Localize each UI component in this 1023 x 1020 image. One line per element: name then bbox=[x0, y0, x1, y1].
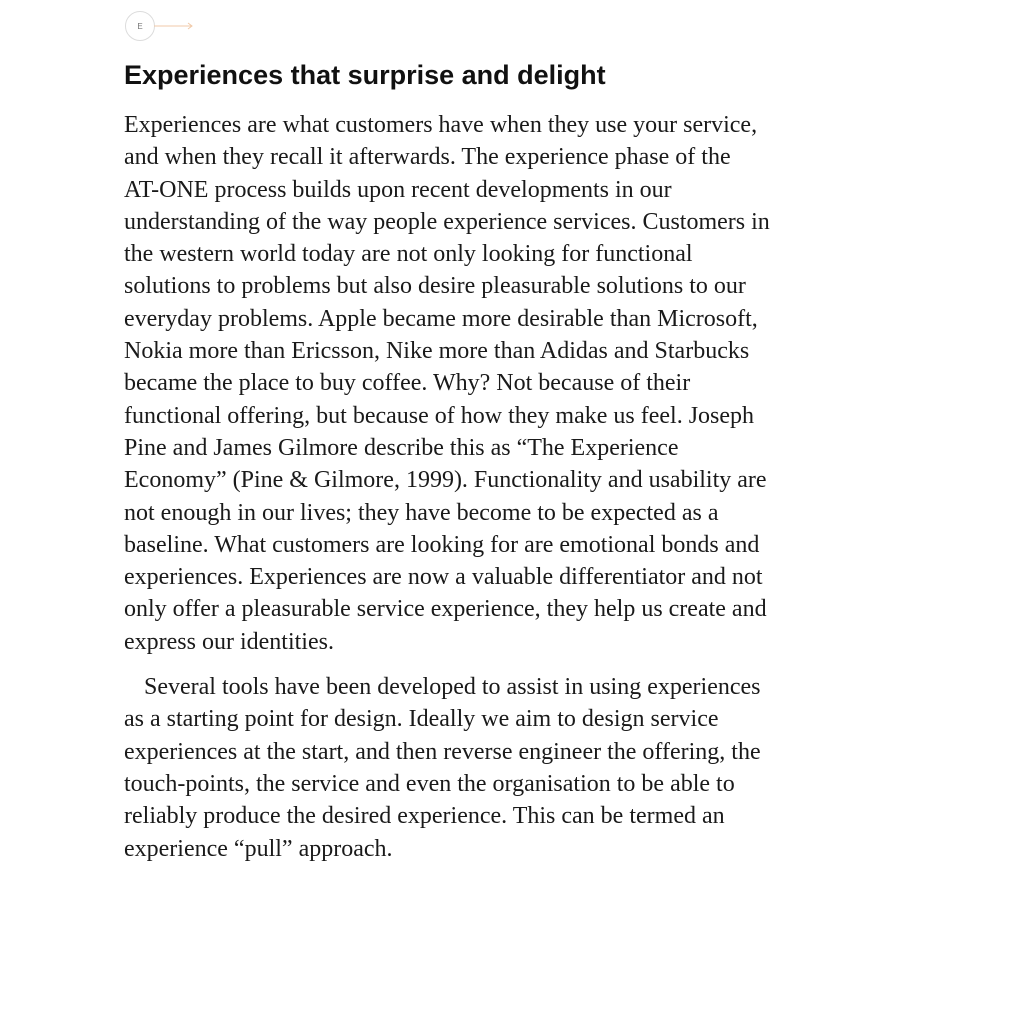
paragraph-2 bbox=[124, 671, 864, 865]
section-letter: E bbox=[137, 21, 143, 31]
text-line: Economy” (Pine & Gilmore, 1999). Functionality and usability are bbox=[124, 467, 767, 494]
text-line: experiences at the start, and then reverse engineer the offering, the bbox=[124, 738, 761, 765]
text-line: Pine and James Gilmore describe this as “The Experience bbox=[124, 434, 679, 461]
text-line: as a starting point for design. Ideally we aim to design service bbox=[124, 706, 719, 733]
text-line: became the place to buy coffee. Why? Not because of their bbox=[124, 370, 691, 397]
text-line: only offer a pleasurable service experience, they help us create and bbox=[124, 596, 767, 623]
text-line: baseline. What customers are looking for are emotional bonds and bbox=[124, 531, 760, 558]
article-body bbox=[124, 56, 864, 865]
text-line: everyday problems. Apple became more desirable than Microsoft, bbox=[124, 305, 758, 332]
arrow-right-icon bbox=[154, 21, 194, 31]
text-line: express our identities. bbox=[124, 628, 334, 655]
section-marker bbox=[125, 10, 194, 42]
section-letter-badge bbox=[125, 11, 155, 41]
text-line: Nokia more than Ericsson, Nike more than Adidas and Starbucks bbox=[124, 338, 750, 365]
text-line: Several tools have been developed to assist in using experiences bbox=[144, 674, 761, 701]
text-line: Experiences are what customers have when they use your service, bbox=[124, 112, 758, 138]
text-line: functional offering, but because of how they make us feel. Joseph bbox=[124, 402, 755, 429]
text-line: not enough in our lives; they have become to be expected as a bbox=[124, 499, 719, 526]
paragraph-1 bbox=[124, 109, 864, 658]
text-line: understanding of the way people experience services. Customers in bbox=[124, 208, 770, 235]
text-line: the western world today are not only looking for functional bbox=[124, 241, 693, 268]
text-line: touch-points, the service and even the organisation to be able to bbox=[124, 770, 735, 797]
section-heading: Experiences that surprise and delight bbox=[124, 60, 606, 90]
text-line: reliably produce the desired experience. This can be termed an bbox=[124, 803, 725, 830]
text-line: AT-ONE process builds upon recent developments in our bbox=[124, 176, 672, 203]
text-line: experiences. Experiences are now a valuable differentiator and not bbox=[124, 564, 763, 591]
text-line: experience “pull” approach. bbox=[124, 835, 393, 862]
text-line: and when they recall it afterwards. The experience phase of the bbox=[124, 144, 731, 171]
text-line: solutions to problems but also desire pleasurable solutions to our bbox=[124, 273, 746, 300]
